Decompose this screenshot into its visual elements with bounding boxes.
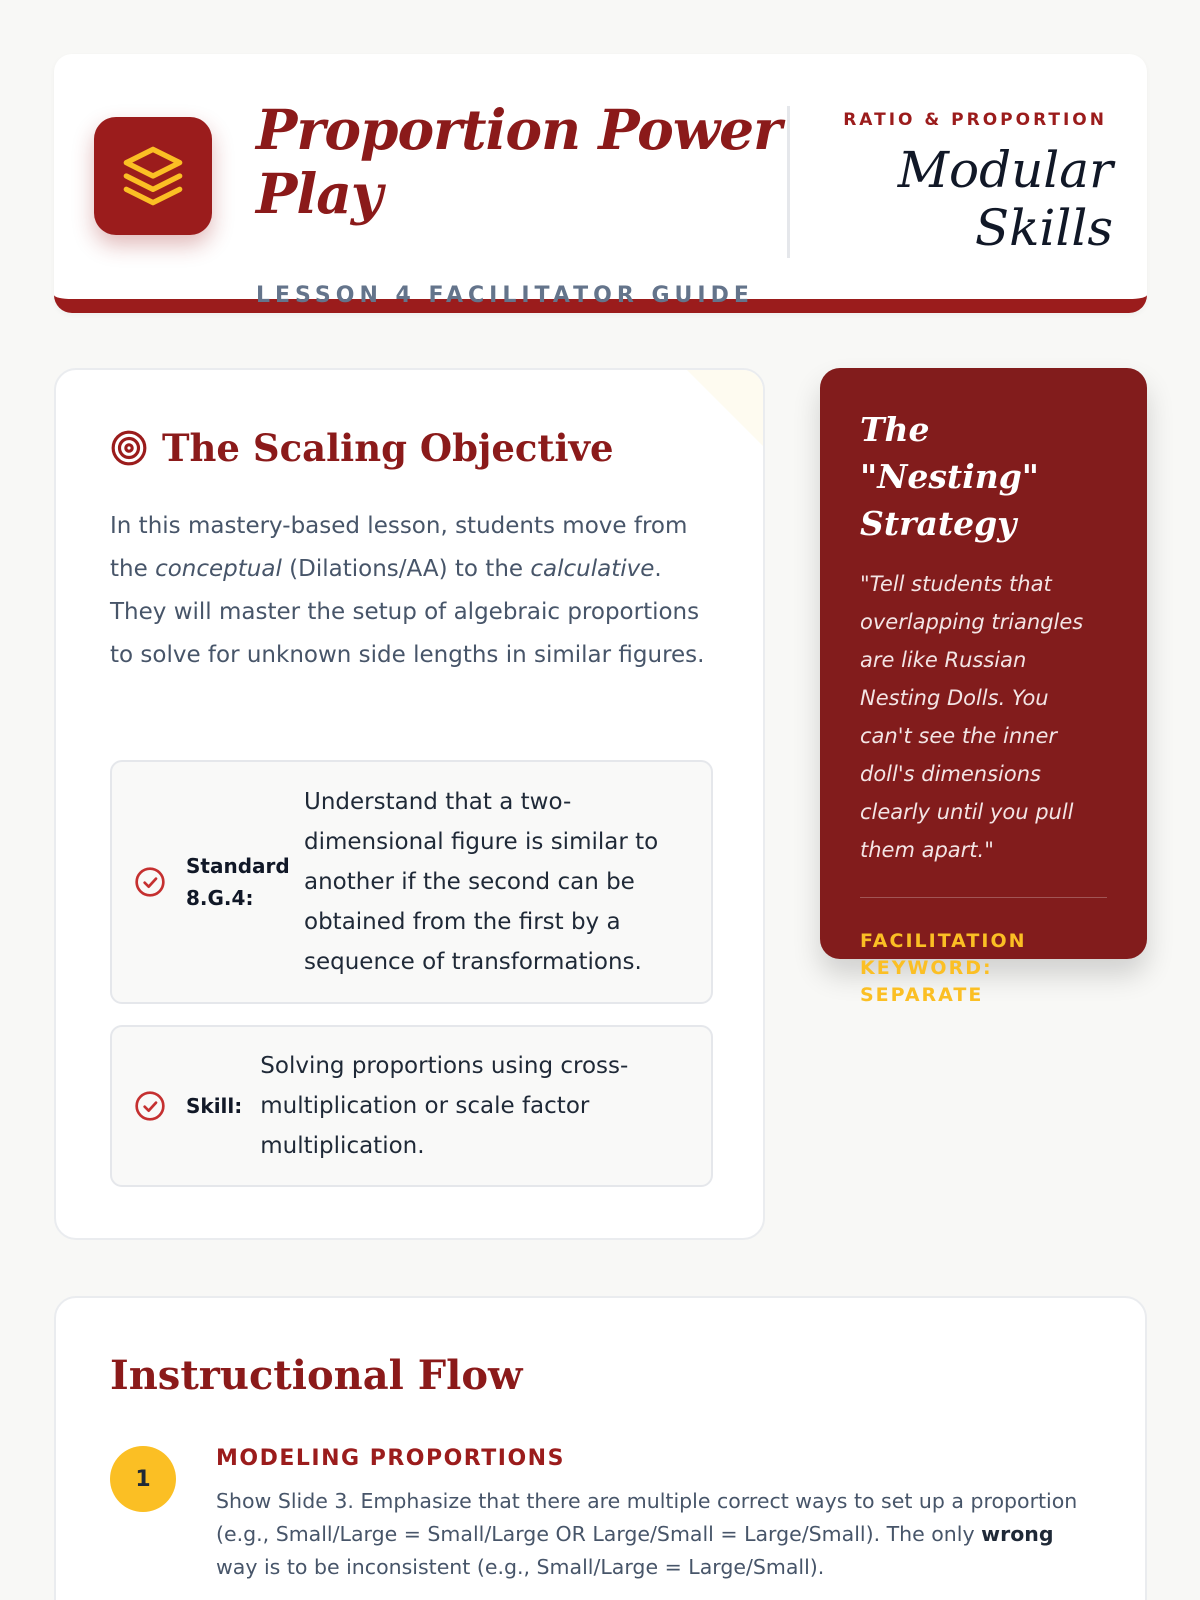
instructional-flow-card xyxy=(54,1296,1147,1600)
objective-emphasis-conceptual: conceptual xyxy=(155,556,282,582)
facilitation-keyword: FACILITATION KEYWORD: SEPARATE xyxy=(860,930,1027,1006)
page-title: Proportion Power Play xyxy=(256,97,782,226)
lesson-header xyxy=(54,54,1147,313)
step-text-part: Show Slide 3. Emphasize that there are multiple correct ways to set up a proportion (e.g., Small/Large = Small/Large OR Large/Small = Large/Small). The only xyxy=(216,1489,1078,1546)
skill-label: Skill: xyxy=(186,1094,243,1118)
strategy-quote: "Tell students that overlapping triangles are like Russian Nesting Dolls. You can't see the inner doll's dimensions clearly until you pull them apart." xyxy=(860,572,1084,862)
logo xyxy=(94,117,212,235)
lesson-subtitle: LESSON 4 FACILITATOR GUIDE xyxy=(256,283,754,308)
skill-text: Solving proportions using cross-multiplication or scale factor multiplication. xyxy=(260,1053,629,1159)
objective-text-part: (Dilations/AA) to the xyxy=(281,556,531,582)
skill-item xyxy=(110,1025,713,1187)
objective-title: The Scaling Objective xyxy=(162,426,614,470)
objective-text-part: In this mastery-based lesson, students move from the xyxy=(110,513,688,582)
strategy-divider xyxy=(860,897,1107,898)
standard-label: Standard 8.G.4: xyxy=(186,854,290,910)
check-circle-icon xyxy=(134,1090,166,1122)
objective-emphasis-calculative: calculative xyxy=(530,556,655,582)
module-tag: Modular Skills xyxy=(897,141,1113,257)
step-number-badge: 1 xyxy=(110,1446,176,1512)
step-description xyxy=(216,1485,1096,1584)
objective-card xyxy=(54,368,765,1240)
objective-text-part: . They will master the setup of algebraic proportions to solve for unknown side lengths in similar figures. xyxy=(110,556,705,668)
strategy-card xyxy=(820,368,1147,1006)
step-title: MODELING PROPORTIONS xyxy=(216,1446,565,1471)
layers-icon xyxy=(121,144,185,208)
check-circle-icon xyxy=(134,866,166,898)
standard-item xyxy=(110,760,713,1004)
step-text-part: way is to be inconsistent (e.g., Small/Large = Large/Small). xyxy=(216,1555,825,1579)
objective-heading xyxy=(110,426,614,470)
target-icon xyxy=(110,429,148,467)
objective-description xyxy=(110,505,720,677)
category-label: RATIO & PROPORTION xyxy=(843,110,1107,130)
corner-decoration xyxy=(685,368,765,448)
header-divider xyxy=(787,106,790,258)
strategy-title: The "Nesting" Strategy xyxy=(860,410,1039,543)
standard-text: Understand that a two-dimensional figure is similar to another if the second can be obtained from the first by a sequence of transformations. xyxy=(304,789,659,975)
flow-title: Instructional Flow xyxy=(110,1352,523,1399)
step-emphasis-wrong: wrong xyxy=(981,1522,1054,1546)
